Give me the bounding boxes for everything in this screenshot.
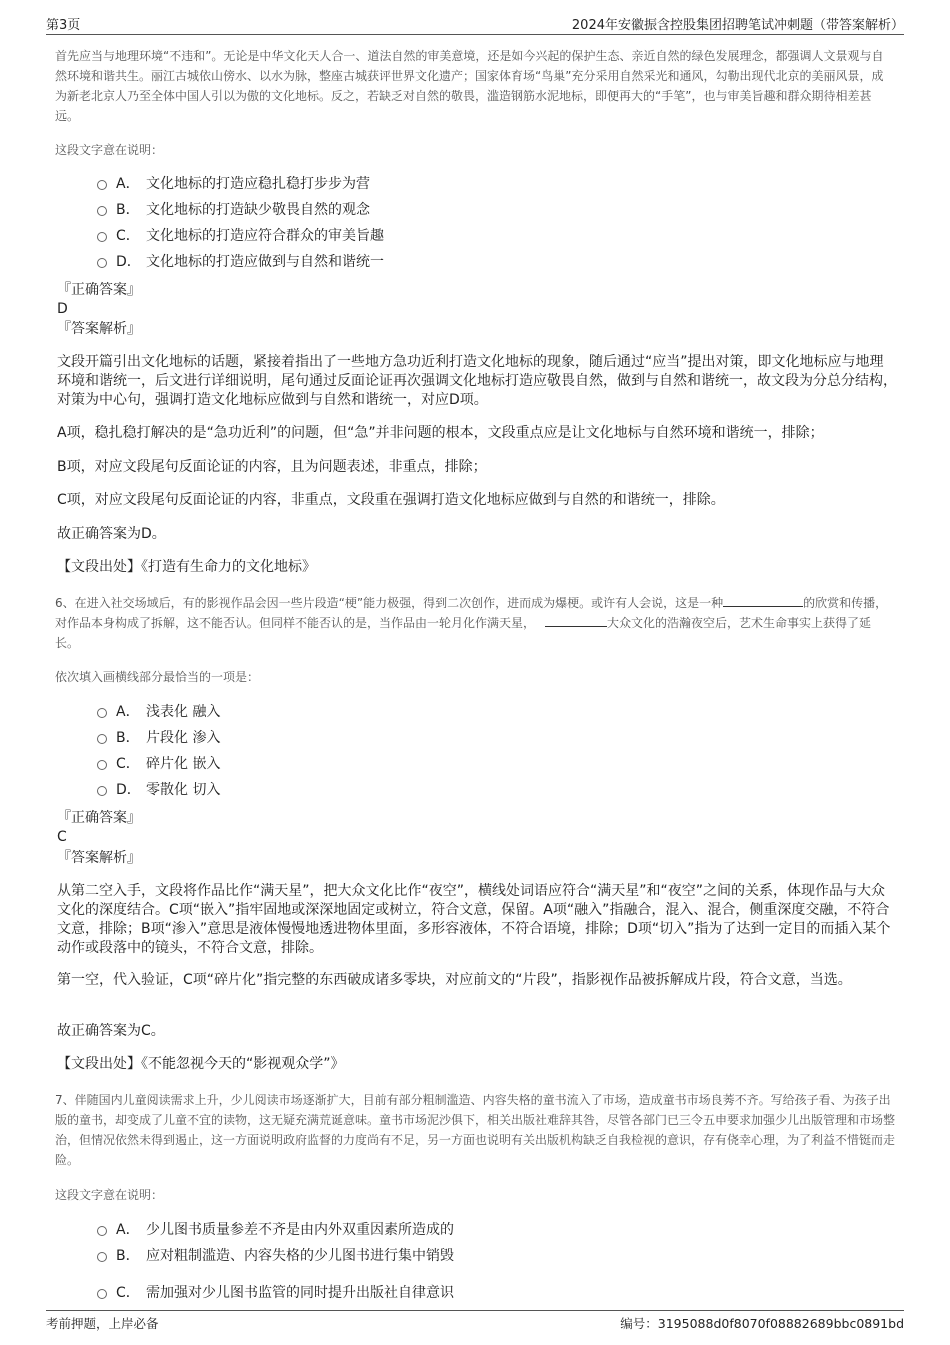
- q7-passage: 7、伴随国内儿童阅读需求上升，少儿阅读市场逐渐扩大，目前有部分粗制滥造、内容失格的童书流入了市场，造成童书市场良莠不齐。写给孩子看、为孩子出版的童书，却变成了儿童不宜的读物，这无疑充满荒诞意味。童书市场泥沙俱下，相关出版社难辞其咎，尽管各部门已三令五申要求加强少儿出版管理和市场整治，但情况依然未得到遏止，这一方面说明政府监督的力度尚有不足，另一方面也说明有关出版机构缺乏自我检视的意识，存有侥幸心理，为了利益不惜铤而走险。: [55, 1093, 896, 1167]
- q5-prompt: 这段文字意在说明：: [55, 143, 164, 157]
- q6-answer: C: [57, 829, 67, 845]
- radio-icon[interactable]: [97, 258, 107, 268]
- radio-icon[interactable]: [97, 1252, 107, 1262]
- radio-icon[interactable]: [97, 232, 107, 242]
- q6-source: 【文段出处】《不能忽视今天的“影视观众学”》: [57, 1056, 345, 1072]
- q6-analysis-main: 从第二空入手，文段将作品比作“满天星”，把大众文化比作“夜空”，横线处词语应符合“满天星”和“夜空”之间的关系，体现作品与大众文化的深度结合。C项“嵌入”指牢固地或深深地固定或树立，符合文意，保留。A项“融入”指融合，混入、混合，侧重深度交融，不符合文意，排除；B项“渗入”意思是液体慢慢地透进物体里面，多形容液体，不符合语境，排除；D项“切入”指为了达到一定目的而插入某个动作或段落中的镜头，不符合文意，排除。: [57, 883, 891, 956]
- q5-conclusion: 故正确答案为D。: [57, 526, 166, 542]
- q6-option-d[interactable]: D． 零散化 切入: [97, 779, 220, 801]
- radio-icon[interactable]: [97, 180, 107, 190]
- page-footer: [46, 1310, 904, 1333]
- q6-stem: 6、在进入社交场域后，有的影视作品会因一些片段造“梗”能力极强，得到二次创作，进而成为爆梗。或许有人会说，这是一种 的欣赏和传播，对作品本身构成了拆解，这不能否认。但同样不能否认的是，当作品由一轮月化作满天星， 大众文化的浩瀚夜空后，艺术生命事实上获得了延长。: [55, 596, 888, 650]
- footer-slogan: 考前押题，上岸必备: [46, 1316, 159, 1331]
- q6-answer-label: 『正确答案』: [57, 810, 141, 826]
- page-number: 第3页: [46, 18, 81, 33]
- q6-prompt: 依次填入画横线部分最恰当的一项是：: [55, 670, 260, 684]
- radio-icon[interactable]: [97, 1289, 107, 1299]
- q5-answer: D: [57, 301, 68, 317]
- fill-blank-2: [545, 614, 607, 627]
- q5-option-a[interactable]: A． 文化地标的打造应稳扎稳打步步为营: [97, 173, 370, 195]
- q5-analysis-main: 文段开篇引出文化地标的话题，紧接着指出了一些地方急功近利打造文化地标的现象，随后通过“应当”提出对策，即文化地标应与地理环境和谐统一，后文进行详细说明，尾句通过反面论证再次强调文化地标打造应敬畏自然，做到与自然和谐统一，故文段为分总分结构，对策为中心句，强调打造文化地标应做到与自然和谐统一，对应D项。: [57, 354, 897, 408]
- q7-option-a[interactable]: A． 少儿图书质量参差不齐是由内外双重因素所造成的: [97, 1219, 454, 1241]
- radio-icon[interactable]: [97, 760, 107, 770]
- q7-option-c[interactable]: C． 需加强对少儿图书监管的同时提升出版社自律意识: [97, 1282, 454, 1304]
- fill-blank-1: [723, 594, 803, 607]
- q5-passage: 首先应当与地理环境“不违和”。无论是中华文化天人合一、道法自然的审美意境，还是如今兴起的保护生态、亲近自然的绿色发展理念，都强调人文景观与自然环境和谐共生。丽江古城依山傍水、以水为脉，整座古城获评世界文化遗产；国家体育场“鸟巢”充分采用自然采光和通风，勾勒出现代北京的美丽风景，成为新老北京人乃至全体中国人引以为傲的文化地标。反之，若缺乏对自然的敬畏，滥造钢筋水泥地标，即便再大的“手笔”，也与审美旨趣和群众期待相差甚远。: [55, 49, 884, 123]
- q5-analysis-a: A项，稳扎稳打解决的是“急功近利”的问题，但“急”并非问题的根本，文段重点应是让文化地标与自然环境和谐统一，排除；: [57, 425, 824, 441]
- q6-analysis-label: 『答案解析』: [57, 850, 141, 866]
- q6-option-b[interactable]: B． 片段化 渗入: [97, 727, 220, 749]
- radio-icon[interactable]: [97, 1226, 107, 1236]
- q5-option-d[interactable]: D． 文化地标的打造应做到与自然和谐统一: [97, 251, 384, 273]
- q6-analysis-first-blank: 第一空，代入验证，C项“碎片化”指完整的东西破成诸多零块，对应前文的“片段”，指影视作品被拆解成片段，符合文意，当选。: [57, 972, 852, 988]
- document-title: 2024年安徽振含控股集团招聘笔试冲刺题（带答案解析）: [571, 18, 904, 33]
- q5-option-b[interactable]: B． 文化地标的打造缺少敬畏自然的观念: [97, 199, 370, 221]
- q5-source: 【文段出处】《打造有生命力的文化地标》: [57, 559, 316, 575]
- q5-answer-label: 『正确答案』: [57, 282, 141, 298]
- q7-option-b[interactable]: B． 应对粗制滥造、内容失格的少儿图书进行集中销毁: [97, 1245, 454, 1267]
- q5-analysis-c: C项，对应文段尾句反面论证的内容，非重点，文段重在强调打造文化地标应做到与自然的和谐统一，排除。: [57, 492, 725, 508]
- radio-icon[interactable]: [97, 786, 107, 796]
- q5-option-c[interactable]: C． 文化地标的打造应符合群众的审美旨趣: [97, 225, 384, 247]
- q6-option-c[interactable]: C． 碎片化 嵌入: [97, 753, 220, 775]
- q7-prompt: 这段文字意在说明：: [55, 1188, 164, 1202]
- radio-icon[interactable]: [97, 206, 107, 216]
- q6-option-a[interactable]: A． 浅表化 融入: [97, 701, 220, 723]
- radio-icon[interactable]: [97, 734, 107, 744]
- footer-code: 编号：3195088d0f8070f08882689bbc0891bd: [620, 1316, 904, 1331]
- page-header: [46, 10, 904, 35]
- q6-conclusion: 故正确答案为C。: [57, 1023, 165, 1039]
- radio-icon[interactable]: [97, 708, 107, 718]
- q5-analysis-label: 『答案解析』: [57, 321, 141, 337]
- q5-analysis-b: B项，对应文段尾句反面论证的内容，且为问题表述，非重点，排除；: [57, 459, 487, 475]
